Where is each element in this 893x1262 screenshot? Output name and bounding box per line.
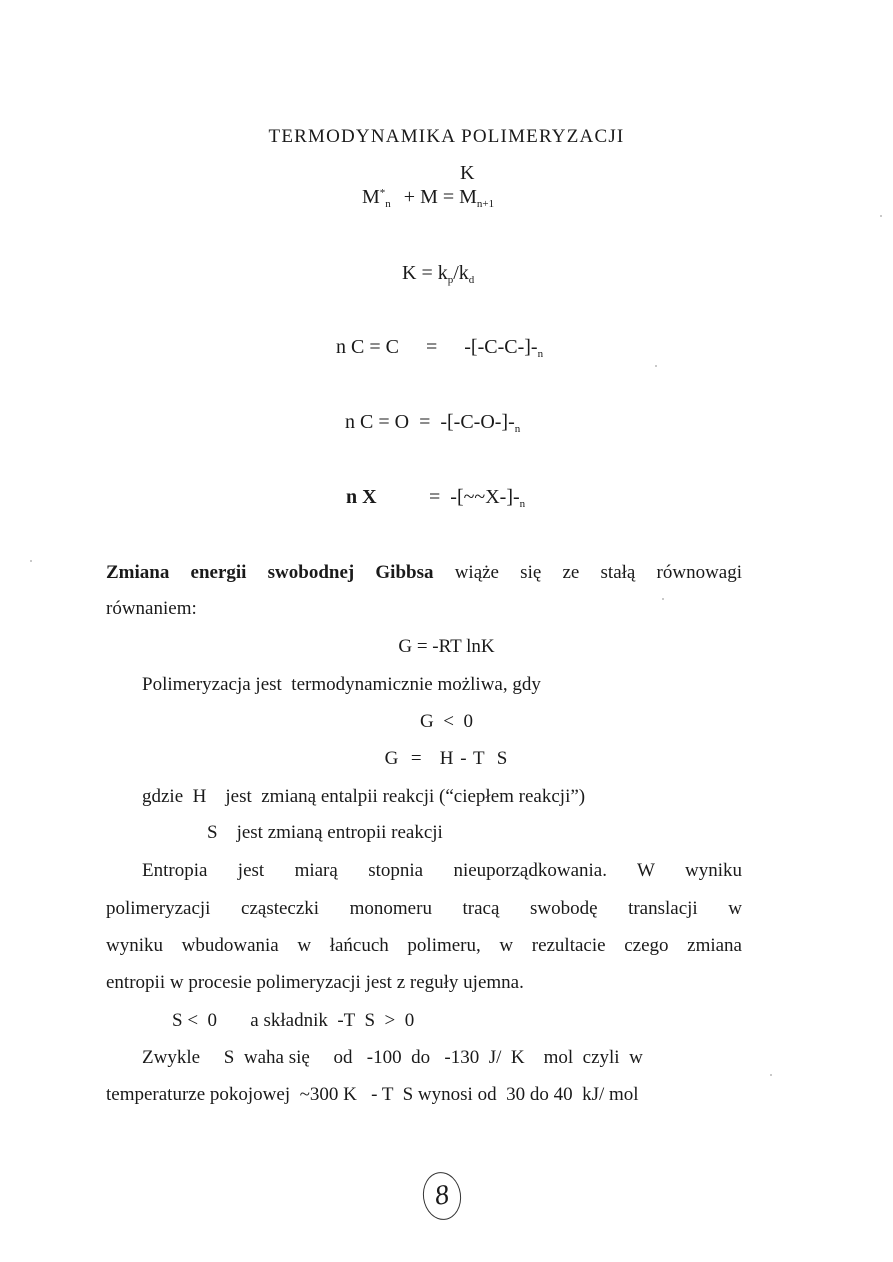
scan-speck — [662, 598, 664, 600]
scan-speck — [770, 1074, 772, 1076]
polymerization-reaction: $M^*_n + M = M_{n+1}$ — [362, 186, 495, 210]
entropy-line-1: Entropia jest miarą stopnia nieuporządkowania. W wyniku — [142, 860, 742, 881]
usually-line-1: Zwykle S waha się od -100 do -130 J/ K mol czyli w — [142, 1047, 643, 1068]
scan-speck — [30, 560, 32, 562]
page-title: TERMODYNAMIKA POLIMERYZACJI — [268, 126, 625, 147]
delta-g-equation: G = H - T S — [384, 748, 509, 769]
entropy-line-4: entropii w procesie polimeryzacji jest z reguły ujemna. — [106, 972, 524, 993]
enthalpy-definition: gdzie H jest zmianą entalpii reakcji (“ciepłem reakcji”) — [142, 786, 586, 807]
gibbs-line-2: równaniem: — [106, 598, 197, 619]
nx-label: n X — [346, 486, 377, 508]
scan-speck — [655, 365, 657, 367]
nx-polymerization: = $-[\sim\sim X-]-_n$ — [429, 486, 526, 510]
entropy-definition: S jest zmianą entropii reakcji — [207, 822, 443, 843]
cc-polymerization: n $C = C = -[-C-C-]-_n$ — [336, 336, 544, 360]
gibbs-equation: G = -RT lnK — [398, 636, 495, 657]
k-definition: $K = k_p/k_d$ — [402, 262, 475, 286]
equilibrium-constant-label: K — [460, 162, 475, 184]
entropy-sign-condition: S < 0 a składnik -T S > 0 — [172, 1010, 415, 1031]
delta-g-condition: G < 0 — [420, 711, 473, 732]
page-number: 8 — [420, 1170, 464, 1223]
entropy-line-2: polimeryzacji cząsteczki monomeru tracą swobodę translacji w — [106, 898, 742, 919]
possible-sentence: Polimeryzacja jest termodynamicznie możliwa, gdy — [142, 674, 541, 695]
usually-line-2: temperaturze pokojowej ~300 K - T S wynosi od 30 do 40 kJ/ mol — [106, 1084, 639, 1105]
entropy-line-3: wyniku wbudowania w łańcuch polimeru, w rezultacie czego zmiana — [106, 935, 742, 956]
co-polymerization: n $C = O = -[-C-O-]-_n$ — [345, 411, 521, 435]
scan-speck — [880, 215, 882, 217]
gibbs-line-1: Zmiana energii swobodnej Gibbsa wiąże się ze stałą równowagi — [106, 562, 743, 583]
